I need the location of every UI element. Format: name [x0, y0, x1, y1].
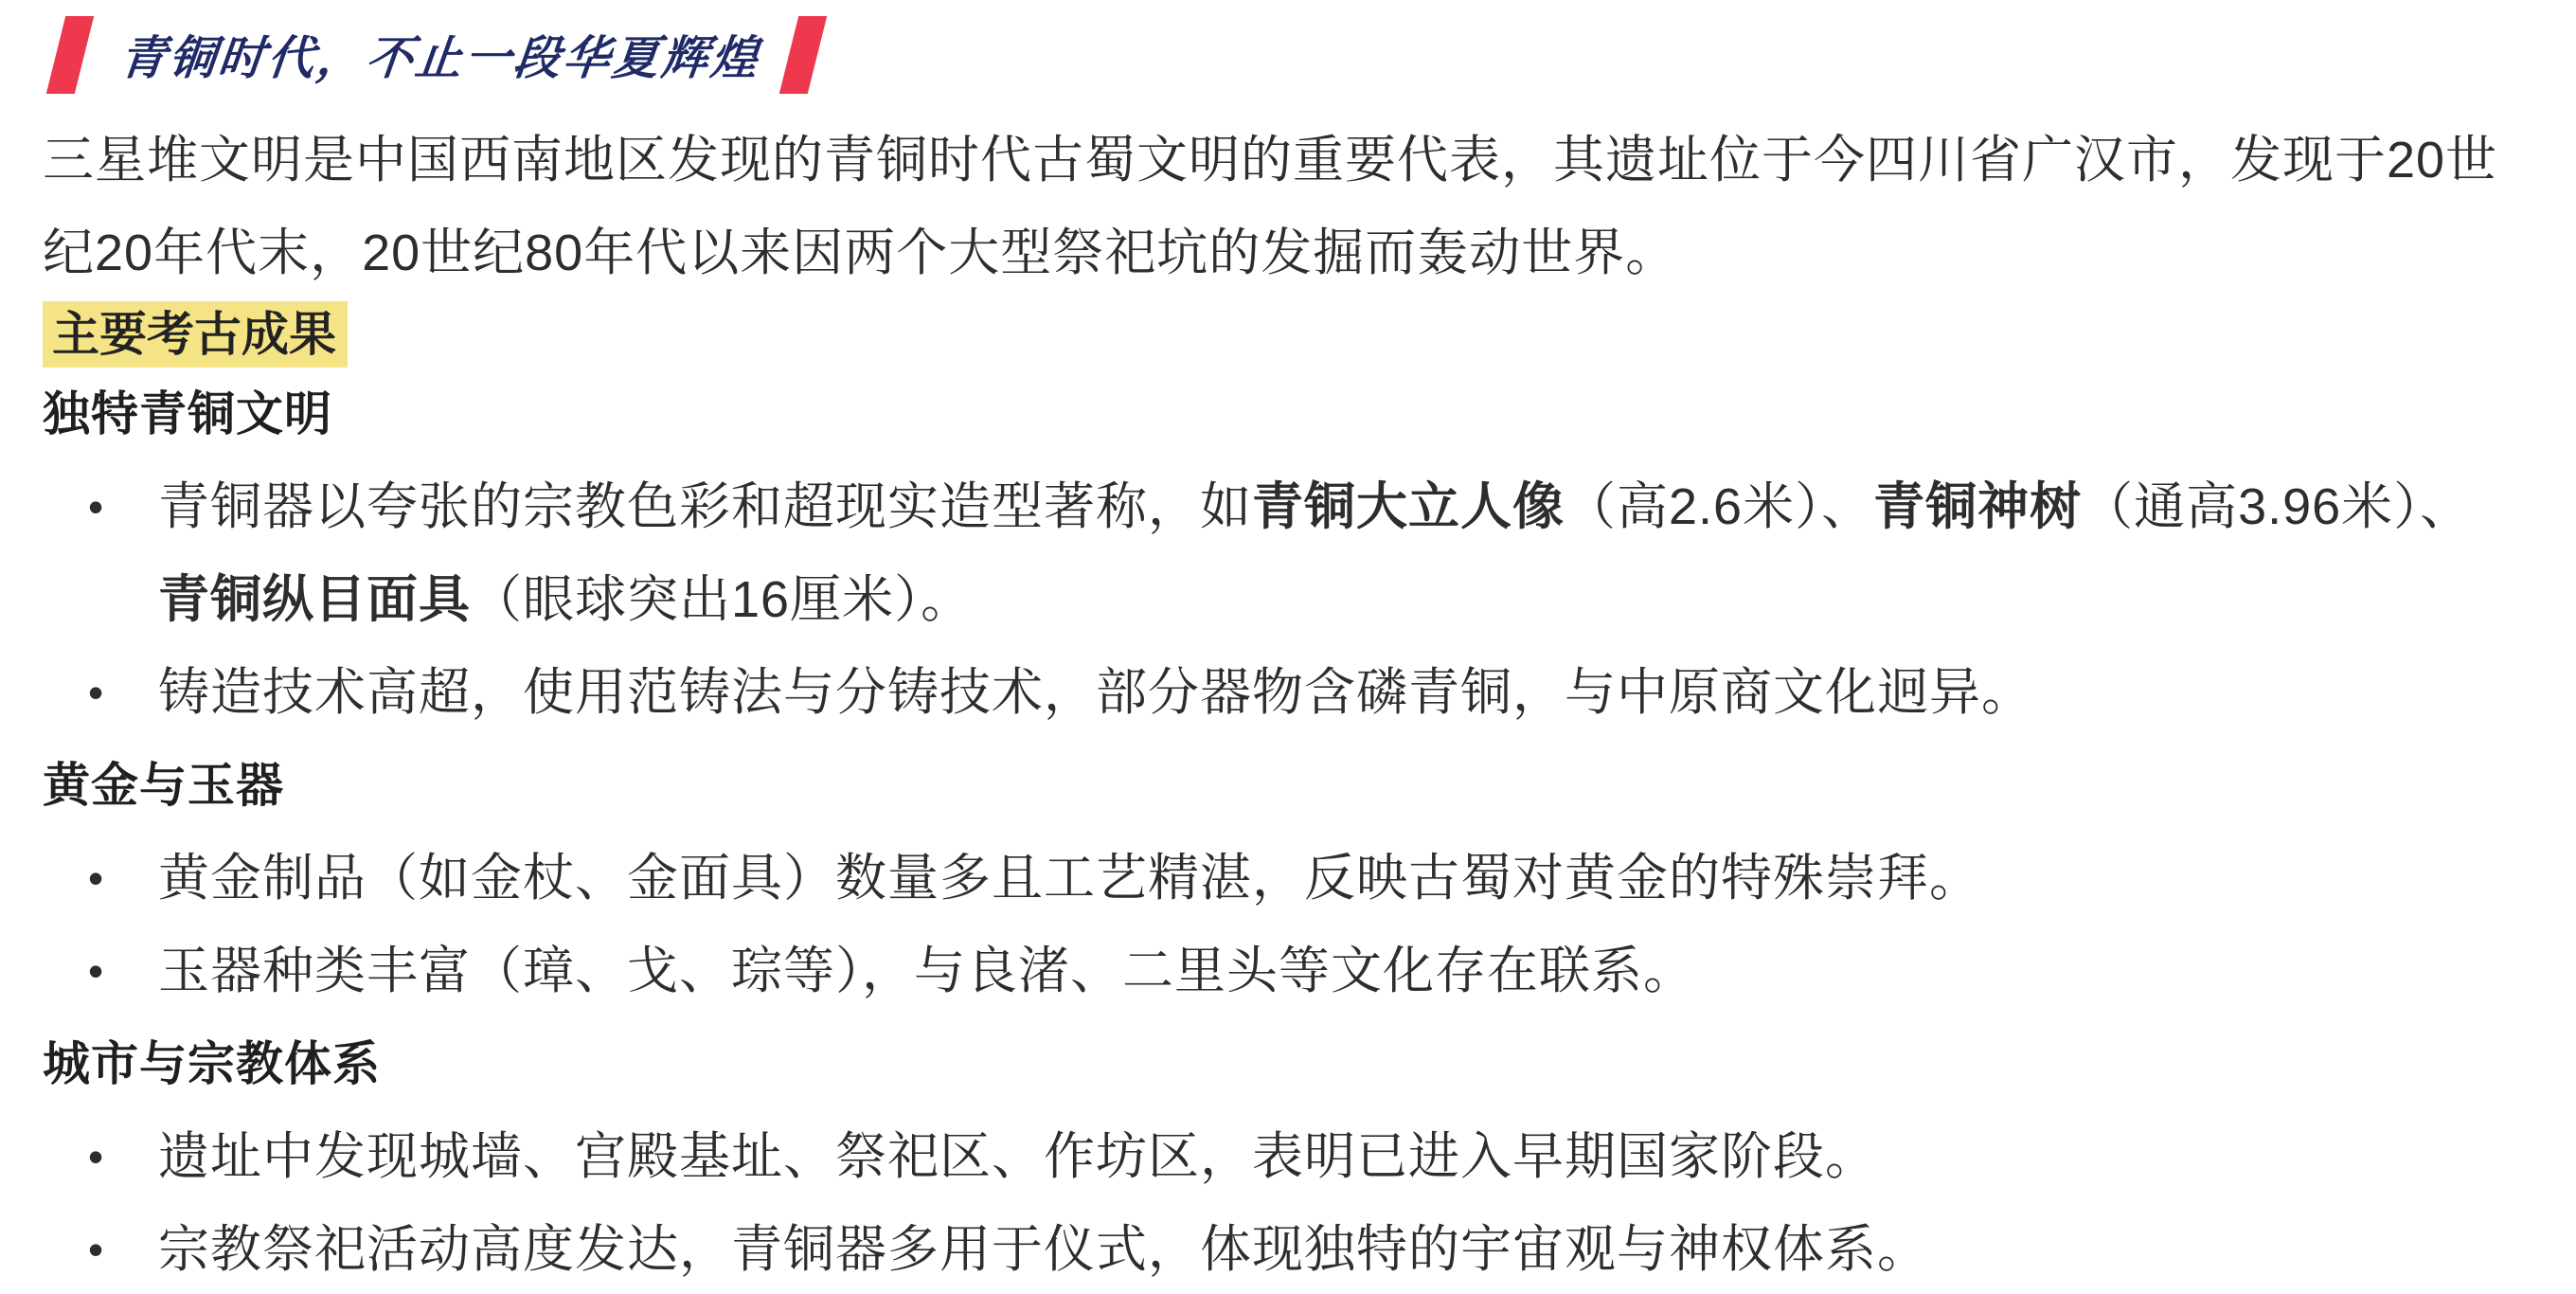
- page-header: [43, 8, 2557, 102]
- list-item: [43, 646, 2524, 739]
- section-heading: 黄金与玉器: [43, 759, 284, 812]
- section-heading: 独特青铜文明: [43, 387, 332, 440]
- list-item: [43, 1203, 2524, 1294]
- bullet-marker-icon: •: [88, 1225, 105, 1274]
- content-section: [43, 368, 2557, 739]
- highlight-heading: 主要考古成果: [43, 301, 348, 368]
- intro-paragraph: 三星堆文明是中国西南地区发现的青铜时代古蜀文明的重要代表，其遗址位于今四川省广汉市，发现于20世纪20年代末，20世纪80年代以来因两个大型祭祀坑的发掘而轰动世界。: [43, 132, 2498, 281]
- red-slanted-bar-icon: [46, 16, 94, 94]
- list-item: [43, 460, 2524, 646]
- bullet-marker-icon: •: [88, 482, 105, 531]
- text-segment: 铸造技术高超，使用范铸法与分铸技术，部分器物含磷青铜，与中原商文化迥异。: [158, 664, 2033, 721]
- text-segment: 宗教祭祀活动高度发达，青铜器多用于仪式，体现独特的宇宙观与神权体系。: [158, 1221, 1929, 1278]
- bullet-list: [43, 460, 2557, 739]
- list-item: [43, 925, 2524, 1017]
- list-item: [43, 1110, 2524, 1203]
- bullet-marker-icon: •: [88, 946, 105, 996]
- red-slanted-bar-icon: [779, 16, 827, 94]
- text-segment: （眼球突出16厘米）。: [471, 571, 974, 628]
- text-segment: 遗址中发现城墙、宫殿基址、祭祀区、作坊区，表明已进入早期国家阶段。: [158, 1128, 1877, 1185]
- text-segment: （通高3.96米）、: [2082, 478, 2473, 535]
- content-section: [43, 1017, 2557, 1294]
- bullet-marker-icon: •: [88, 668, 105, 717]
- bullet-list: [43, 1110, 2557, 1294]
- bold-text-segment: 青铜纵目面具: [158, 571, 471, 628]
- content-section: [43, 739, 2557, 1017]
- text-segment: 玉器种类丰富（璋、戈、琮等），与良渚、二里头等文化存在联系。: [158, 943, 1695, 999]
- text-segment: （高2.6米）、: [1565, 478, 1874, 535]
- sections-container: [43, 368, 2557, 1294]
- highlight-heading-row: [43, 299, 2557, 368]
- text-segment: 黄金制品（如金杖、金面具）数量多且工艺精湛，反映古蜀对黄金的特殊崇拜。: [158, 850, 1981, 907]
- list-item: [43, 832, 2524, 925]
- bold-text-segment: 青铜神树: [1873, 478, 2083, 535]
- bullet-list: [43, 832, 2557, 1017]
- bullet-marker-icon: •: [88, 1132, 105, 1181]
- text-segment: 青铜器以夸张的宗教色彩和超现实造型著称，如: [158, 478, 1252, 535]
- bullet-marker-icon: •: [88, 854, 105, 903]
- section-heading: 城市与宗教体系: [43, 1037, 381, 1090]
- page-title: 青铜时代，不止一段华夏辉煌: [116, 33, 763, 84]
- bold-text-segment: 青铜大立人像: [1252, 478, 1565, 535]
